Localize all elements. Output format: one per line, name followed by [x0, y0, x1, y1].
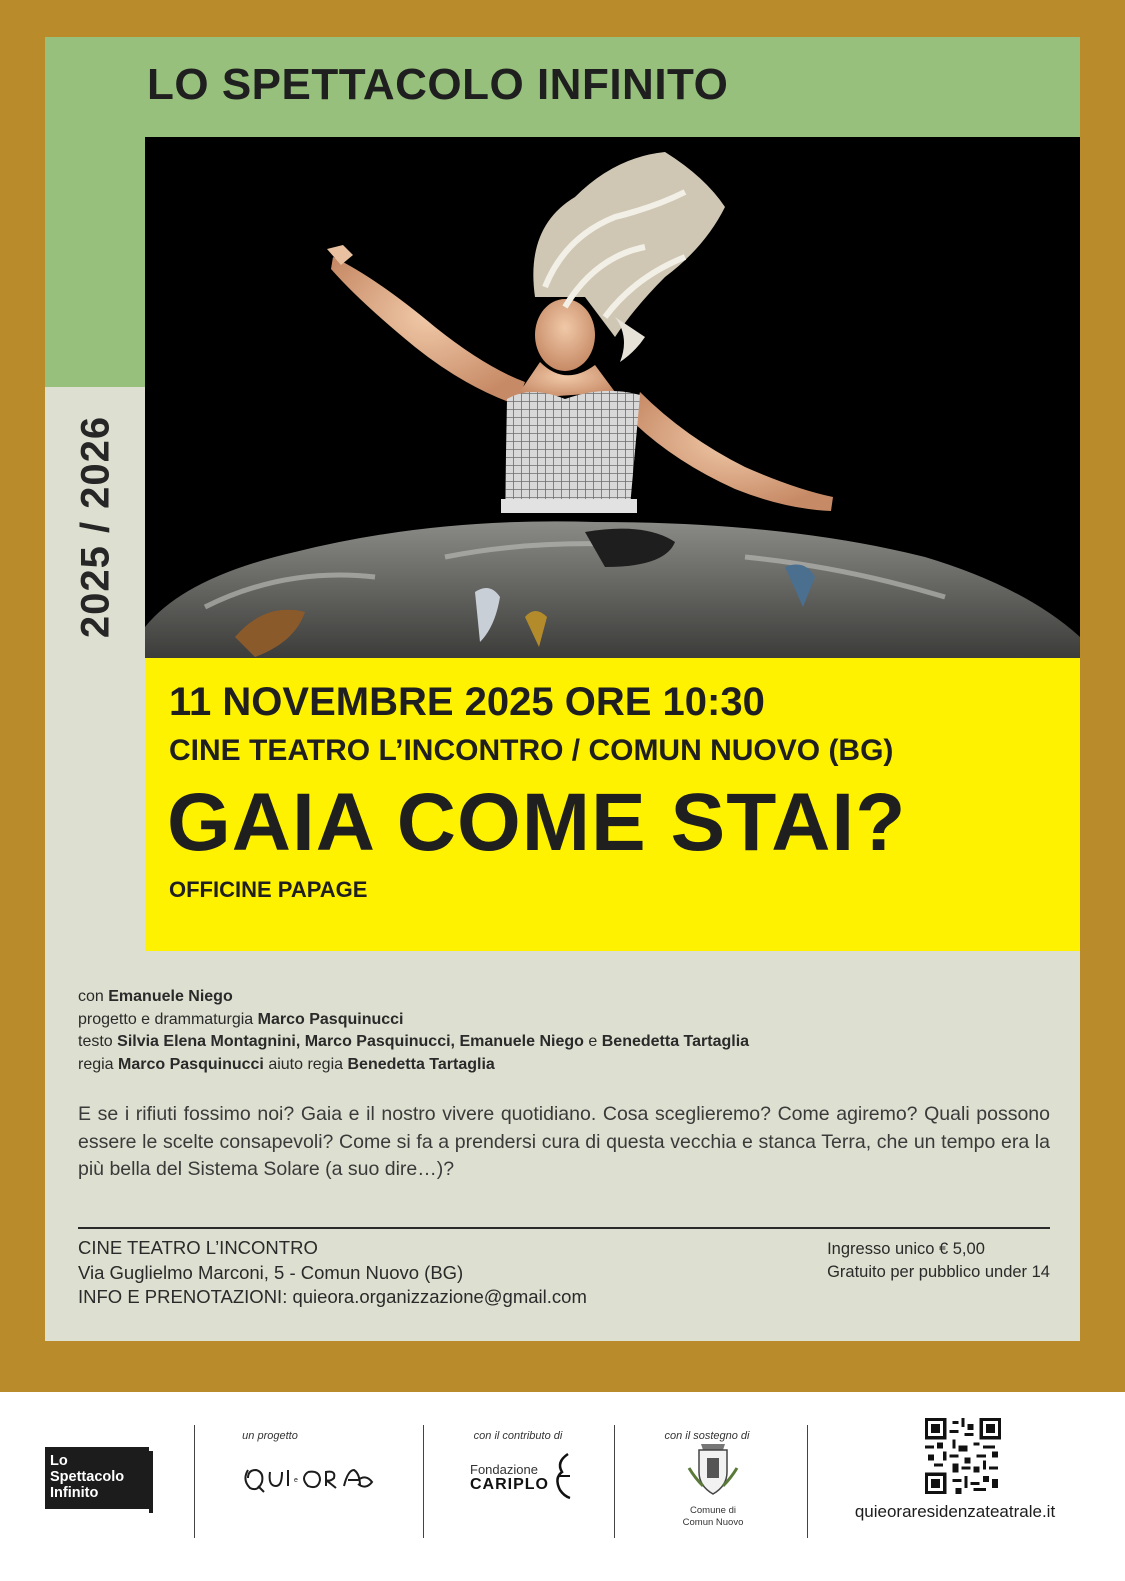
credit-name: Silvia Elena Montagnini, Marco Pasquinucci, Emanuele Niego [117, 1033, 584, 1050]
comune-text: Comun Nuovo [682, 1517, 744, 1528]
footer-separator [194, 1425, 195, 1538]
event-date-time: 11 NOVEMBRE 2025 ORE 10:30 [169, 680, 765, 724]
ticket-info [827, 1238, 1050, 1284]
credit-name: Marco Pasquinucci [257, 1010, 404, 1028]
credit-progetto [78, 1009, 749, 1032]
ticket-price: Ingresso unico € 5,00 [827, 1240, 985, 1258]
credits-block [78, 986, 749, 1076]
booking-label: INFO E PRENOTAZIONI: [78, 1286, 288, 1307]
comune-text: Comune di [690, 1505, 736, 1516]
series-title: LO SPETTACOLO INFINITO [147, 60, 729, 109]
company-name: OFFICINE PAPAGE [169, 877, 368, 902]
credit-label: progetto e drammaturgia [78, 1010, 254, 1028]
credit-conjunction: e [588, 1033, 598, 1050]
credit-name: Emanuele Niego [108, 988, 233, 1005]
show-title: GAIA COME STAI? [167, 777, 907, 868]
website-link[interactable]: quieoraresidenzateatrale.it [854, 1502, 1056, 1521]
qr-code-icon[interactable] [925, 1418, 1001, 1494]
municipal-crest-icon [687, 1438, 739, 1500]
lo-spettacolo-infinito-logo [45, 1447, 149, 1509]
svg-text:e: e [294, 1477, 298, 1484]
logo-text: Lo [50, 1453, 68, 1469]
footer-separator [423, 1425, 424, 1538]
caption-sostegno: con il sostegno di [664, 1430, 750, 1442]
credit-label: aiuto regia [268, 1055, 344, 1073]
credit-label: regia [78, 1055, 114, 1073]
footer-separator [807, 1425, 808, 1538]
sponsor-footer [0, 1392, 1125, 1581]
performer-illustration [145, 137, 1080, 658]
credit-con [78, 986, 749, 1009]
event-venue: CINE TEATRO L’INCONTRO / COMUN NUOVO (BG) [169, 734, 894, 767]
cariplo-logo [470, 1462, 549, 1494]
synopsis-text: E se i rifiuti fossimo noi? Gaia e il nostro vivere quotidiano. Cosa sceglieremo? Come agiremo? Quali possono essere le scelte consapevoli? Come si fa a prendersi cura di questa vecchia e stanca Terra, che un tempo era la più bella del Sistema Solare (a suo dire…)? [78, 1103, 1050, 1180]
cariplo-mark-icon [550, 1450, 574, 1500]
booking-info [78, 1285, 587, 1310]
quieora-logo [240, 1458, 380, 1498]
credit-name: Benedetta Tartaglia [347, 1055, 495, 1073]
season-label: 2025 / 2026 [73, 415, 118, 639]
logo-text: Infinito [50, 1485, 99, 1501]
logo-text: Spettacolo [50, 1469, 125, 1485]
green-side-band [45, 137, 145, 387]
caption-contributo: con il contributo di [473, 1430, 563, 1442]
caption-progetto: un progetto [242, 1430, 298, 1442]
cariplo-text: Fondazione [470, 1462, 538, 1477]
venue-info [78, 1236, 587, 1310]
footer-separator [614, 1425, 615, 1538]
credit-testo [78, 1031, 749, 1054]
ticket-free-note: Gratuito per pubblico under 14 [827, 1263, 1050, 1281]
comune-name [683, 1505, 744, 1529]
venue-name: CINE TEATRO L’INCONTRO [78, 1237, 318, 1258]
booking-email-link[interactable]: quieora.organizzazione@gmail.com [292, 1286, 587, 1307]
credit-name: Marco Pasquinucci [118, 1055, 264, 1073]
credit-label: testo [78, 1033, 113, 1050]
credit-name: Benedetta Tartaglia [601, 1033, 750, 1050]
performance-photo [145, 137, 1080, 658]
cariplo-text: CARIPLO [470, 1476, 549, 1493]
credit-regia [78, 1054, 749, 1077]
section-divider [78, 1227, 1050, 1229]
credit-label: con [78, 988, 104, 1005]
venue-address: Via Guglielmo Marconi, 5 - Comun Nuovo (BG) [78, 1261, 464, 1283]
event-info-box [145, 658, 1080, 951]
